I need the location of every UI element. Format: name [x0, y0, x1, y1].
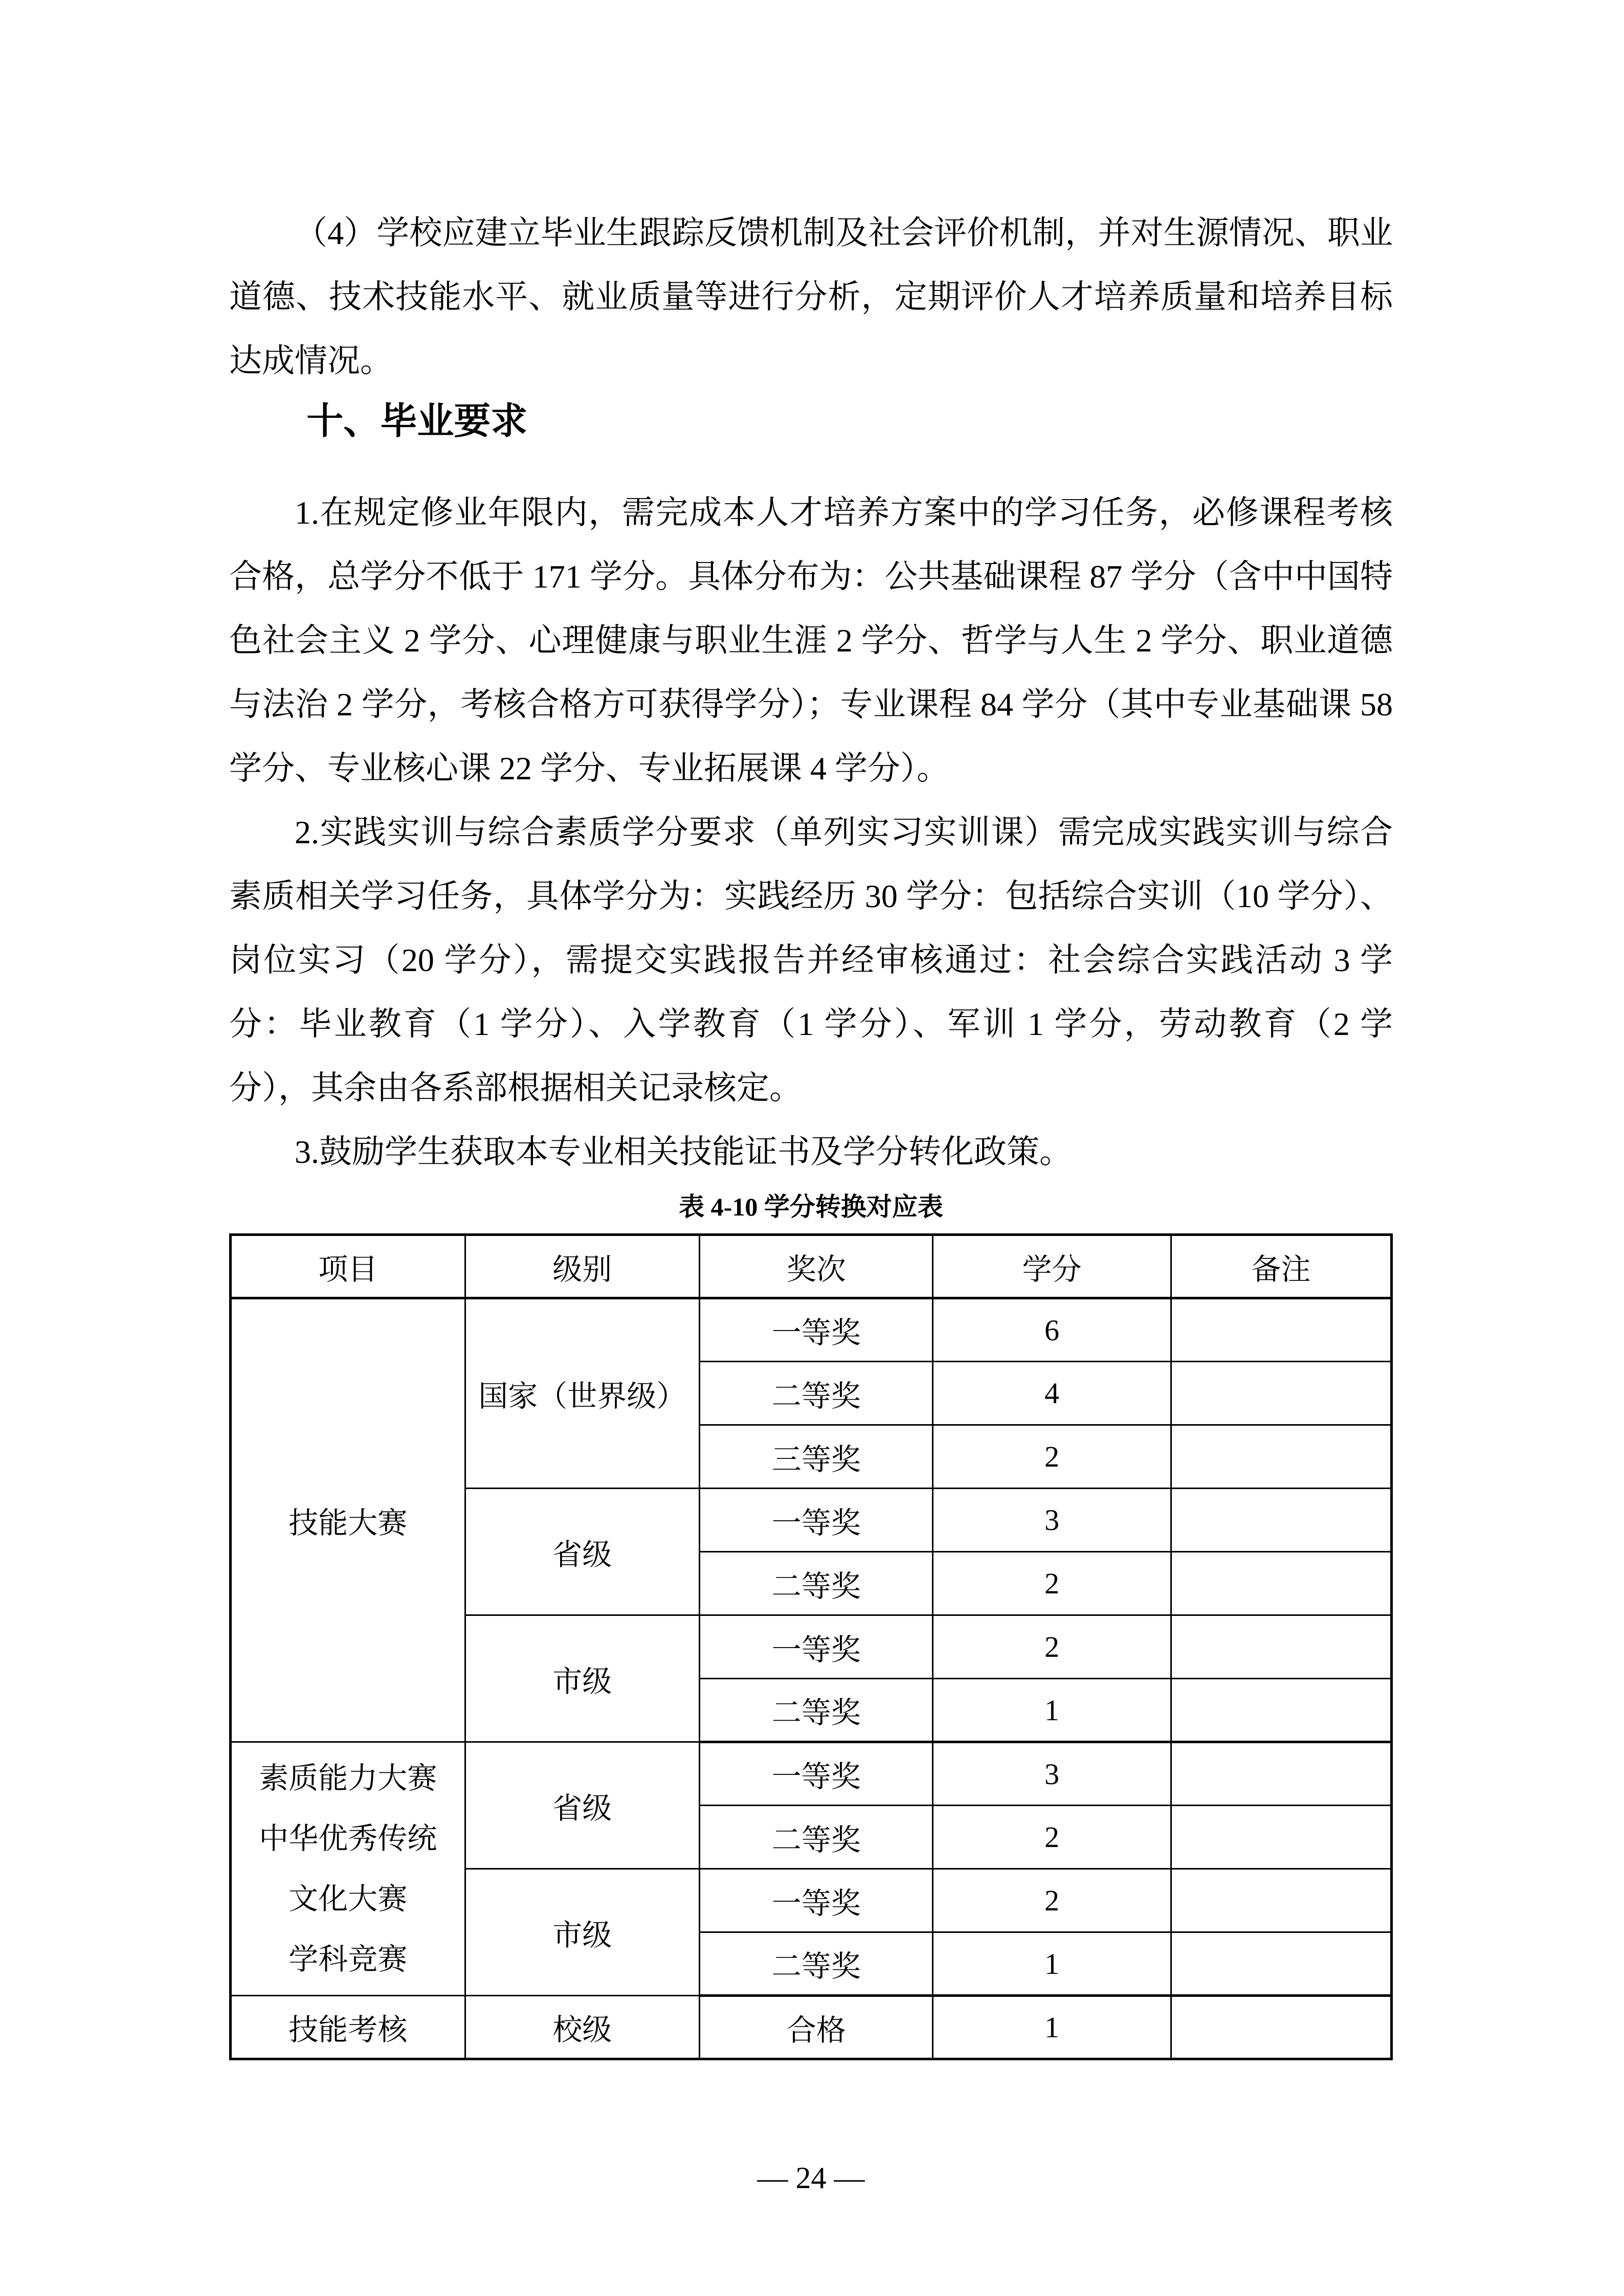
credit-cell: 2	[933, 1806, 1171, 1869]
award-cell: 三等奖	[700, 1425, 933, 1489]
paragraph-credit-requirement: 1.在规定修业年限内，需完成本人才培养方案中的学习任务，必修课程考核合格，总学分不低于 171 学分。具体分布为：公共基础课程 87 学分（含中中国特色社会主义 2 学分、心理健康与职业生涯 2 学分、哲学与人生 2 学分、职业道德与法治 2 学分，考核合格方可获得学分）；专业课程 84 学分（其中专业基础课 58 学分、专业核心课 22 学分、专业拓展课 4 学分）。	[229, 494, 1393, 786]
award-cell: 一等奖	[700, 1298, 933, 1362]
table-row	[231, 1298, 1392, 1362]
note-cell	[1171, 1362, 1391, 1425]
note-cell	[1171, 1742, 1391, 1806]
level-cell-provincial: 省级	[465, 1489, 700, 1615]
note-cell	[1171, 1425, 1391, 1489]
header-level: 级别	[465, 1235, 700, 1298]
table-row	[231, 1996, 1392, 2059]
paragraph-graduate-feedback: （4）学校应建立毕业生跟踪反馈机制及社会评价机制，并对生源情况、职业道德、技术技能水平、就业质量等进行分析，定期评价人才培养质量和培养目标达成情况。	[229, 215, 1393, 379]
credit-cell: 1	[933, 1932, 1171, 1996]
note-cell	[1171, 1806, 1391, 1869]
note-cell	[1171, 1489, 1391, 1552]
note-cell	[1171, 1932, 1391, 1996]
header-item: 项目	[231, 1235, 465, 1298]
credit-cell: 2	[933, 1425, 1171, 1489]
level-cell-school: 校级	[465, 1996, 700, 2059]
level-cell-municipal: 市级	[465, 1615, 700, 1742]
credit-cell: 2	[933, 1615, 1171, 1679]
note-cell	[1171, 1552, 1391, 1615]
award-cell: 一等奖	[700, 1489, 933, 1552]
item-line: 文化大赛	[288, 1882, 408, 1916]
credit-cell: 2	[933, 1869, 1171, 1932]
item-cell-skill-competition: 技能大赛	[231, 1298, 465, 1742]
page-number: — 24 —	[757, 2161, 865, 2195]
header-award: 奖次	[700, 1235, 933, 1298]
award-cell: 二等奖	[700, 1679, 933, 1742]
item-cell-quality-competitions	[231, 1742, 465, 1996]
item-line: 素质能力大赛	[259, 1761, 437, 1795]
credit-cell: 3	[933, 1489, 1171, 1552]
note-cell	[1171, 1615, 1391, 1679]
header-credit: 学分	[933, 1235, 1171, 1298]
level-cell-municipal: 市级	[465, 1869, 700, 1996]
credit-cell: 1	[933, 1679, 1171, 1742]
level-cell-national: 国家（世界级）	[465, 1298, 700, 1489]
section-heading-graduation-requirements: 十、毕业要求	[306, 401, 528, 442]
credit-cell: 2	[933, 1552, 1171, 1615]
note-cell	[1171, 1298, 1391, 1362]
award-cell: 二等奖	[700, 1932, 933, 1996]
item-cell-skill-assessment: 技能考核	[231, 1996, 465, 2059]
credit-cell: 6	[933, 1298, 1171, 1362]
award-cell: 二等奖	[700, 1806, 933, 1869]
item-line: 学科竞赛	[288, 1942, 408, 1976]
level-cell-provincial: 省级	[465, 1742, 700, 1869]
table-header-row	[231, 1235, 1392, 1298]
award-cell: 二等奖	[700, 1552, 933, 1615]
award-cell: 一等奖	[700, 1742, 933, 1806]
credit-cell: 4	[933, 1362, 1171, 1425]
table-caption: 表 4-10 学分转换对应表	[679, 1192, 943, 1221]
note-cell	[1171, 1679, 1391, 1742]
credit-cell: 1	[933, 1996, 1171, 2059]
award-cell: 二等奖	[700, 1362, 933, 1425]
note-cell	[1171, 1869, 1391, 1932]
paragraph-practice-training: 2.实践实训与综合素质学分要求（单列实习实训课）需完成实践实训与综合素质相关学习任务，具体学分为：实践经历 30 学分：包括综合实训（10 学分）、岗位实习（20 学分），需提交实践报告并经审核通过：社会综合实践活动 3 学分：毕业教育（1 学分）、入学教育（1 学分）、军训 1 学分，劳动教育（2 学分），其余由各系部根据相关记录核定。	[229, 814, 1393, 1106]
table-row	[231, 1742, 1392, 1806]
award-cell: 一等奖	[700, 1615, 933, 1679]
header-note: 备注	[1171, 1235, 1391, 1298]
award-cell: 一等奖	[700, 1869, 933, 1932]
credit-conversion-table	[229, 1233, 1393, 2060]
award-cell: 合格	[700, 1996, 933, 2059]
item-line: 中华优秀传统	[259, 1821, 437, 1855]
note-cell	[1171, 1996, 1391, 2059]
credit-cell: 3	[933, 1742, 1171, 1806]
paragraph-certificate-policy: 3.鼓励学生获取本专业相关技能证书及学分转化政策。	[295, 1134, 1072, 1170]
